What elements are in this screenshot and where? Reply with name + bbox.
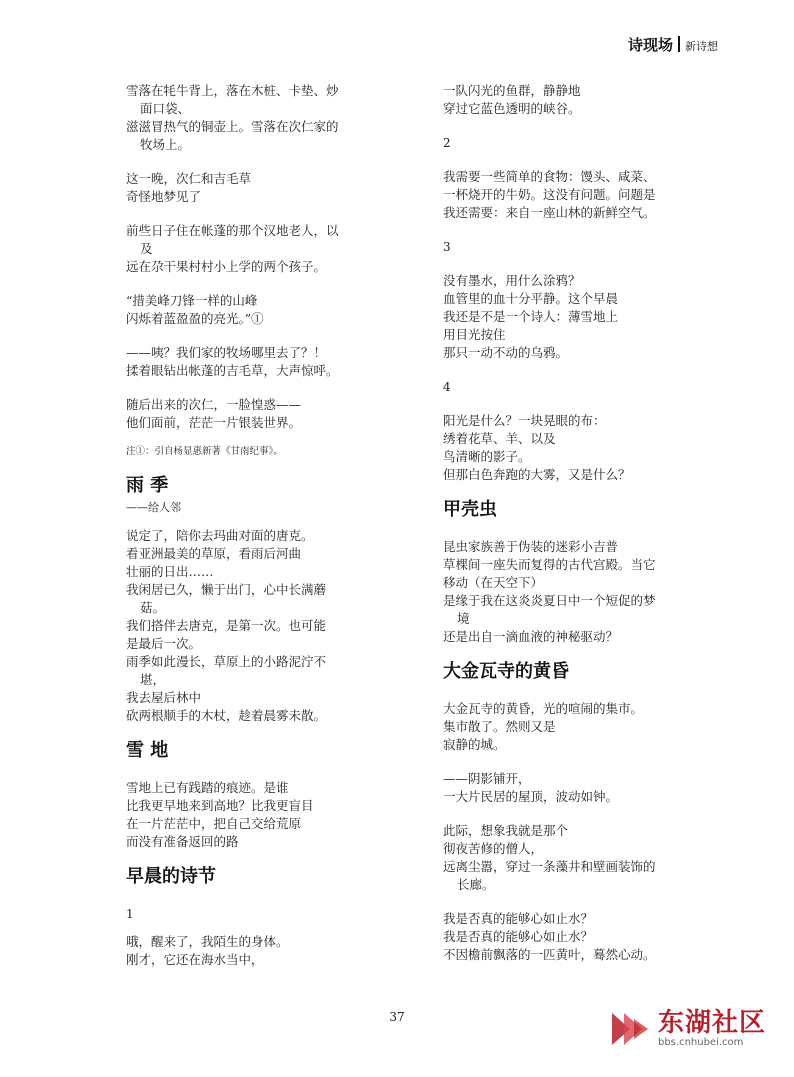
watermark-name: 东湖社区 xyxy=(657,1008,766,1038)
poem-line: 一队闪光的鱼群，静静地 xyxy=(443,83,581,98)
poem-line: 堪， xyxy=(140,672,166,687)
stanza-number: 2 xyxy=(443,136,451,150)
header-column-title: 诗现场 xyxy=(627,36,673,54)
poem-line: 移动（在天空下） xyxy=(443,575,544,590)
poem-title-yuji: 雨 季 xyxy=(126,475,169,496)
poem-line: 雨季如此漫长，草原上的小路泥泞不 xyxy=(126,654,327,669)
site-watermark xyxy=(608,1009,766,1049)
poem-line: 集市散了。然则又是 xyxy=(443,719,556,734)
stanza-number: 4 xyxy=(443,380,451,394)
poem-line: 草棵间一座失而复得的古代宫殿。当它 xyxy=(443,557,656,572)
poem-line: 我需要一些简单的食物：馒头、咸菜、 xyxy=(443,169,656,184)
poem-line: ——咦？我们家的牧场哪里去了？！ xyxy=(126,345,327,360)
poem-line: 境 xyxy=(457,611,470,626)
footnote: 注①：引自杨显惠新著《甘南纪事》。 xyxy=(126,446,283,457)
poem-line: 牧场上。 xyxy=(140,137,191,152)
poem-line: 穿过它蓝色透明的峡谷。 xyxy=(443,101,581,116)
running-header xyxy=(628,34,718,55)
poem-line: 大金瓦寺的黄昏，光的喧闹的集市。 xyxy=(443,701,644,716)
poem-line: 还是出自一滴血液的神秘驱动？ xyxy=(443,629,619,644)
poem-line: 闪烁着蓝盈盈的亮光。”① xyxy=(126,311,264,326)
poem-line: 在一片茫茫中，把自己交给荒原 xyxy=(126,816,302,831)
poem-line: 长廊。 xyxy=(457,877,495,892)
poem-line: 揉着眼钻出帐蓬的吉毛草，大声惊呼。 xyxy=(126,363,339,378)
poem-line: 说定了，陪你去玛曲对面的唐克。 xyxy=(126,528,314,543)
poem-line: 看亚洲最美的草原，看雨后河曲 xyxy=(126,546,302,561)
poem-line: 滋滋冒热气的铜壶上。雪落在次仁家的 xyxy=(126,119,339,134)
poem-line: 没有墨水，用什么涂鸦？ xyxy=(443,273,581,288)
poem-line: 我闲居已久，懒于出门，心中长满蘑 xyxy=(126,582,327,597)
poem-line: 此际，想象我就是那个 xyxy=(443,823,569,838)
poem-line: 砍两根顺手的木杖，趁着晨雾未散。 xyxy=(126,708,327,723)
poem-line: 壮丽的日出…… xyxy=(126,564,214,579)
left-column xyxy=(126,82,394,969)
poem-line: 我去屋后林中 xyxy=(126,690,202,705)
poem-line: 彻夜苦修的僧人， xyxy=(443,841,544,856)
poem-line: 但那白色奔跑的大雾，又是什么？ xyxy=(443,467,631,482)
poem-line: 是最后一次。 xyxy=(126,636,202,651)
poem-line: 而没有准备返回的路 xyxy=(126,834,239,849)
poem-line: 鸟清晰的影子。 xyxy=(443,449,531,464)
poem-line: 绣着花草、羊、以及 xyxy=(443,431,556,446)
watermark-url: bbs.cnhubei.com xyxy=(657,1037,744,1048)
stanza-number: 3 xyxy=(443,240,451,254)
poem-line: 一杯烧开的牛奶。这没有问题。问题是 xyxy=(443,187,656,202)
poem-line: 远在尕干果村村小上学的两个孩子。 xyxy=(126,259,327,274)
poem-line: 我还需要：来自一座山林的新鲜空气。 xyxy=(443,205,656,220)
poem-line: 阳光是什么？一块晃眼的布： xyxy=(443,413,606,428)
stanza-number: 1 xyxy=(126,907,134,921)
poem-line: 他们面前，茫茫一片银装世界。 xyxy=(126,415,302,430)
poem-line: 那只一动不动的乌鸦。 xyxy=(443,345,569,360)
poem-line: 菇。 xyxy=(140,600,166,615)
poem-title-zaochen: 早晨的诗节 xyxy=(126,866,216,887)
poem-line: 我是否真的能够心如止水？ xyxy=(443,929,594,944)
poem-line: 雪落在牦牛背上，落在木桩、卡垫、炒 xyxy=(126,83,339,98)
header-divider xyxy=(678,36,680,52)
poem-line: 一大片民居的屋顶，波动如钟。 xyxy=(443,789,619,804)
watermark-logo-icon xyxy=(608,1009,652,1049)
poem-dedication: ——给人邻 xyxy=(126,501,181,514)
header-section-name: 新诗想 xyxy=(685,40,718,53)
poem-line: 面口袋、 xyxy=(140,101,191,116)
poem-line: 刚才，它还在海水当中， xyxy=(126,952,264,967)
poem-line: 我还是不是一个诗人：薄雪地上 xyxy=(443,309,619,324)
poem-line: 我是否真的能够心如止水？ xyxy=(443,911,594,926)
poem-title-jiakechong: 甲壳虫 xyxy=(443,499,497,520)
poem-line: 我们搭伴去唐克，是第一次。也可能 xyxy=(126,618,327,633)
poem-line: 哦，醒来了，我陌生的身体。 xyxy=(126,934,289,949)
poem-line: 是缘于我在这炎炎夏日中一个短促的梦 xyxy=(443,593,656,608)
poem-line: 这一晚，次仁和吉毛草 xyxy=(126,171,252,186)
poem-line: 雪地上已有践踏的痕迹。是谁 xyxy=(126,780,289,795)
poem-line: 昆虫家族善于伪装的迷彩小吉普 xyxy=(443,539,619,554)
poem-line: 血管里的血十分平静。这个早晨 xyxy=(443,291,619,306)
poem-line: 奇怪地梦见了 xyxy=(126,189,202,204)
poem-line: 用目光按住 xyxy=(443,327,506,342)
poem-line: 及 xyxy=(140,241,153,256)
poem-line: 随后出来的次仁，一脸惶惑—— xyxy=(126,397,302,412)
poem-title-dajinwa: 大金瓦寺的黄昏 xyxy=(443,661,569,682)
page-number: 37 xyxy=(389,1010,405,1024)
poem-line: 不因檐前飘落的一匹黄叶，蓦然心动。 xyxy=(443,947,656,962)
poem-line: 比我更早地来到高地？比我更盲目 xyxy=(126,798,314,813)
poem-line: 前些日子住在帐蓬的那个汉地老人，以 xyxy=(126,223,339,238)
poem-line: 远离尘嚣，穿过一条藻井和壁画装饰的 xyxy=(443,859,656,874)
poem-line: ——阴影铺开， xyxy=(443,771,531,786)
poem-title-xuedi: 雪 地 xyxy=(126,740,169,761)
poem-line: 寂静的城。 xyxy=(443,737,506,752)
poem-line: “措美峰刀锋一样的山峰 xyxy=(126,293,258,308)
right-column xyxy=(443,82,711,964)
